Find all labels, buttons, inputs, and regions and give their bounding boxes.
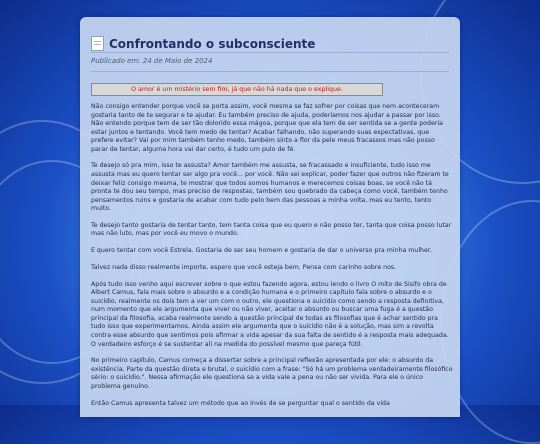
paragraph: Te desejo só pra mim, isso te assusta? Amor também me assusta, se fracassado e insuficiente, tudo isso me assusta mas eu quero tentar ser algo pra você... por você. Não sei explicar, poder fazer que outros não fizeram te deixar feliz consigo mesma, te mostrar que todos somos humanos e merecemos coisas boas, se você não tá pronta te dou seu tempo, mas preciso de respostas, também sou quebrado da cabeça como você, também tenho pensamentos ruins e gostaria de acabar com tudo pelo bem das pessoas a minha volta, mas eu tento, tento muito. [91, 162, 449, 213]
paragraph: Não consigo entender porque você se porta assim, você mesma se faz sofrer por coisas que nem aconteceram gostaria tanto de te segurar e te ajudar. Eu também preciso de ajuda, poderíamos nos ajudar a passar por isso. Não entendo porque tem de ser tão dolorido essa mágoa, porque que ela tem de ser sentida se a gente poderia estar juntos e tentando. Você tem medo de tentar? Acabar falhando, não superando suas expectativas, que prefere evitar? Vai por mim também tenho medo, também sinto a flor da pele meus fracassos mas não posso parar de tentar, alguma hora vai dar certo, é tudo um pulo de fé. [91, 103, 443, 153]
blog-post [80, 17, 460, 417]
paragraph: Após tudo isso venho aqui escrever sobre o que estou fazendo agora, estou lendo o livro O mito de Sisifo obra de Albert Camus, fala mais sobre o absurdo e a condição humana e o primeiro capítulo fala sobre o absurdo e o suicídio, realmente os dois tem a ver um com o outro, ele questiona o suicídio como sendo a resposta definitiva, num momento que ele argumenta que viver ou não viver, aceitar o absurdo ou buscar uma fuga é a questão principal da filosofia, acaba realmente sendo a questão principal de todas as filosofias que é achar sentido pra tudo isso que experimentamos. Ainda assim ele argumenta que o suicídio não é a solução, mas sim a revolta contra esse absurdo que sentimos pois afirmar a vida apesar da sua falta de sentido é a resposta mais adequada. O verdadeiro esforço é se sustentar ali na medida do possível mesmo que pareça fútil. [91, 280, 449, 348]
paragraph: Então Camus apresenta talvez um método que ao invés de se perguntar qual o sentido da vida [91, 399, 390, 407]
paragraph: E quero tentar com você Estrela. Gostaria de ser seu homem e gostaria de dar o universo pra minha mulher. [91, 247, 432, 255]
post-title: Confrontando o subconsciente [109, 36, 316, 51]
post-header [91, 36, 315, 51]
paragraph: Talvez nada disso realmente importe, espero que você esteja bem. Pensa com carinho sobre nos. [91, 263, 397, 271]
paragraph: No primeiro capítulo, Camus começa a dissertar sobre a principal reflexão apresentada por ele: o absurdo da existência. Parte da questão direta e brutal, o suicídio com a frase: "Só há um problema verdadeiramente filosófico sério: o suicídio.". Nessa afirmação ele questiona se a vida vale a pena ou não ser vivida. Para ele o único problema genuíno. [91, 357, 453, 390]
quote-box: O amor é um mistério sem fim, já que não há nada que o explique. [91, 83, 383, 96]
divider [91, 52, 449, 53]
paragraph: Te desejo tanto gostaria de tentar tanto, tem tanta coisa que eu quero e não posso ter, tanta que coisa posso lutar mas não luto, mas por você eu movo o mundo. [91, 221, 452, 238]
document-icon [91, 36, 104, 51]
post-content [91, 103, 453, 416]
divider [91, 71, 449, 72]
post-date: Publicado em: 24 de Maio de 2024 [91, 57, 213, 65]
